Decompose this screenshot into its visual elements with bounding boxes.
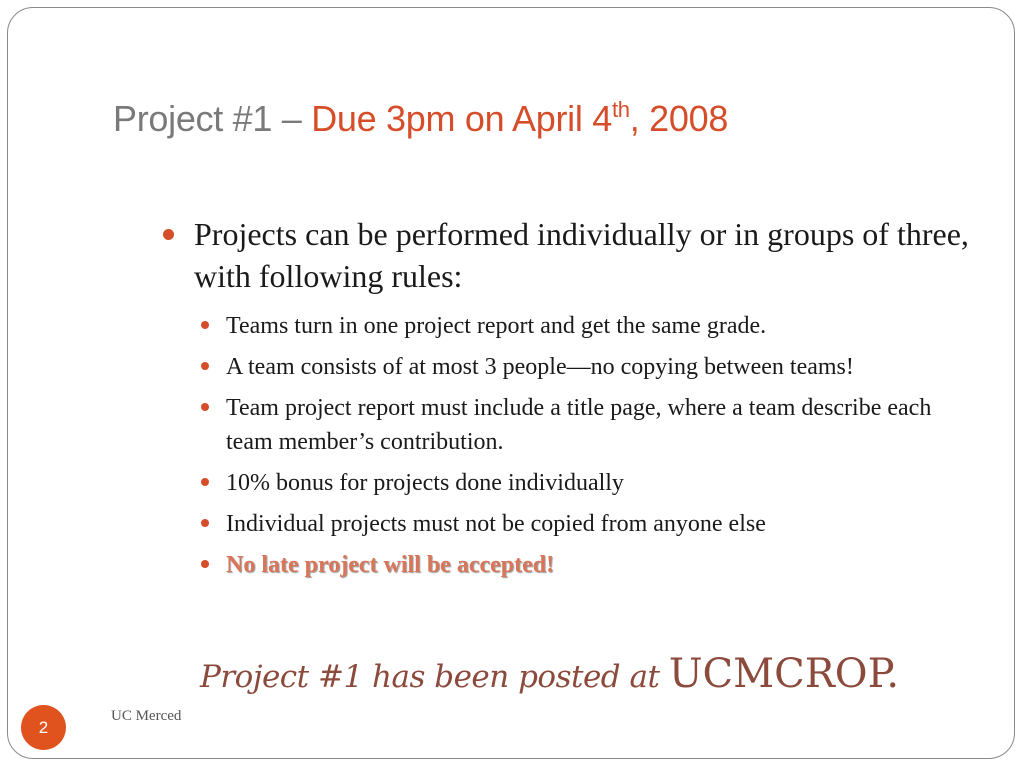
posted-notice: [200, 651, 899, 697]
page-number: 2: [38, 717, 49, 737]
posted-site: UCMCROP.: [668, 651, 900, 697]
list-item: [201, 309, 961, 343]
list-item: [201, 466, 961, 500]
sub-bullet-list: [201, 309, 961, 589]
title-prefix: Project #1 –: [113, 98, 312, 139]
late-policy-warning: No late project will be accepted!: [226, 552, 555, 578]
list-item: [201, 391, 961, 459]
list-item: [201, 350, 961, 384]
bullet-dot-icon: [201, 321, 209, 329]
footer-text: UC Merced: [111, 708, 182, 724]
sub-bullet-text: Individual projects must not be copied from anyone else: [226, 511, 766, 537]
main-bullet-text: Projects can be performed individually or in groups of three, with following rules:: [194, 216, 969, 294]
bullet-dot-icon: [201, 403, 209, 411]
slide-title: [113, 98, 728, 140]
bullet-dot-icon: [201, 478, 209, 486]
sub-bullet-text: A team consists of at most 3 people—no copying between teams!: [226, 354, 854, 380]
bullet-dot-icon: [163, 229, 174, 240]
list-item: [201, 507, 961, 541]
bullet-dot-icon: [201, 560, 209, 568]
title-due-date: [311, 98, 728, 139]
title-due-superscript: th: [612, 97, 630, 122]
page-number-badge: [21, 705, 66, 750]
title-due-end: , 2008: [629, 98, 729, 139]
bullet-dot-icon: [201, 362, 209, 370]
posted-text: Project #1 has been posted at: [200, 659, 669, 695]
sub-bullet-text: Teams turn in one project report and get the same grade.: [226, 313, 767, 339]
title-due-main: Due 3pm on April 4: [311, 98, 612, 139]
sub-bullet-text: 10% bonus for projects done individually: [226, 470, 624, 496]
main-bullet: [163, 213, 983, 297]
bullet-dot-icon: [201, 519, 209, 527]
sub-bullet-text: Team project report must include a title page, where a team describe each team member’s contribution.: [226, 395, 932, 455]
list-item-warning: [201, 548, 961, 582]
